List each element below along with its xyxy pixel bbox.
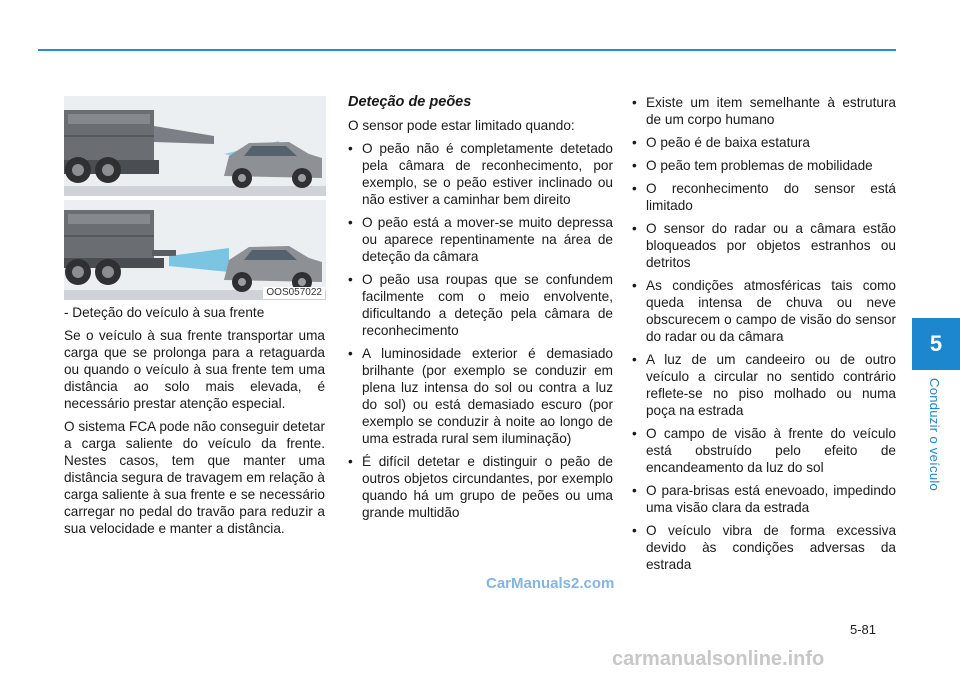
paragraph: O sistema FCA pode não conseguir detetar a carga saliente do veículo da frente. Nestes casos, tem que manter uma distância segura de travagem em relação à carga saliente à sua frente e se necessário carregar no pedal do travão para reduzir a sua velocidade e manter a distância. [64,419,325,536]
figure-code: OOS057022 [263,287,325,299]
watermark-link[interactable]: CarManuals2.com [486,575,615,592]
bullet-item: • As condições atmosféricas tais como queda intensa de chuva ou neve obscurecem o campo de visão do sensor do radar ou da câmara [632,277,896,345]
bullet-item: • A luminosidade exterior é demasiado brilhante (por exemplo se conduzir em plena luz intensa do sol ou contra a luz do sol) ou está demasiado escuro (por exemplo se conduzir à noite ao longo de uma estrada rural sem iluminação) [348,345,613,447]
fca-illustration [64,96,326,302]
paragraph: Se o veículo à sua frente transportar uma carga que se prolonga para a retaguarda ou quando o veículo à sua frente tem uma distância ao solo mais elevada, é necessário prestar atenção especial. [64,328,325,411]
bullet-item: • O veículo vibra de forma excessiva devido às condições adversas da estrada [632,522,896,573]
chapter-tab [912,318,960,370]
bullet-item: • O campo de visão à frente do veículo está obstruído pelo efeito de encandeamento da luz do sol [632,425,896,476]
bullet-item: • Existe um item semelhante à estrutura de um corpo humano [632,94,896,128]
illustration-panel-truck-overhang [64,96,326,196]
bullet-item: • O peão não é completamente detetado pela câmara de reconhecimento, por exemplo, se o peão estiver inclinado ou não estiver a caminhar bem direito [348,140,613,208]
bullet-list [348,140,613,521]
chapter-title: Conduzir o veículo [927,378,942,492]
bullet-item: • O peão usa roupas que se confundem facilmente com o meio envolvente, dificultando a deteção pela câmara de reconhecimento [348,271,613,339]
bullet-item: • O peão é de baixa estatura [632,134,896,151]
column-2 [348,94,613,527]
bullet-item: • O para-brisas está enevoado, impedindo uma visão clara da estrada [632,482,896,516]
figure-caption: - Deteção do veículo à sua frente [64,305,265,320]
page-number: 5-81 [850,622,877,637]
bullet-item: • A luz de um candeeiro ou de outro veículo a circular no sentido contrário reflete-se no piso molhado ou numa poça na estrada [632,351,896,419]
intro-text: O sensor pode estar limitado quando: [348,118,575,133]
bullet-item: • O sensor do radar ou a câmara estão bloqueados por objetos estranhos ou detritos [632,220,896,271]
column-3 [632,94,896,579]
header-rule [38,49,896,51]
bullet-item: • O peão está a mover-se muito depressa ou aparece repentinamente na área de deteção da câmara [348,214,613,265]
column-1 [64,304,325,543]
bullet-item: • O reconhecimento do sensor está limitado [632,180,896,214]
bullet-item: • O peão tem problemas de mobilidade [632,157,896,174]
bullet-list [632,94,896,573]
illustration-panel-high-clearance [64,200,326,300]
bullet-item: • É difícil detetar e distinguir o peão de outros objetos circundantes, por exemplo quando há um grupo de peões ou uma grande multidão [348,453,613,521]
section-heading: Deteção de peões [348,94,472,110]
watermark-footer[interactable]: carmanualsonline.info [612,648,825,670]
chapter-number: 5 [929,331,943,356]
